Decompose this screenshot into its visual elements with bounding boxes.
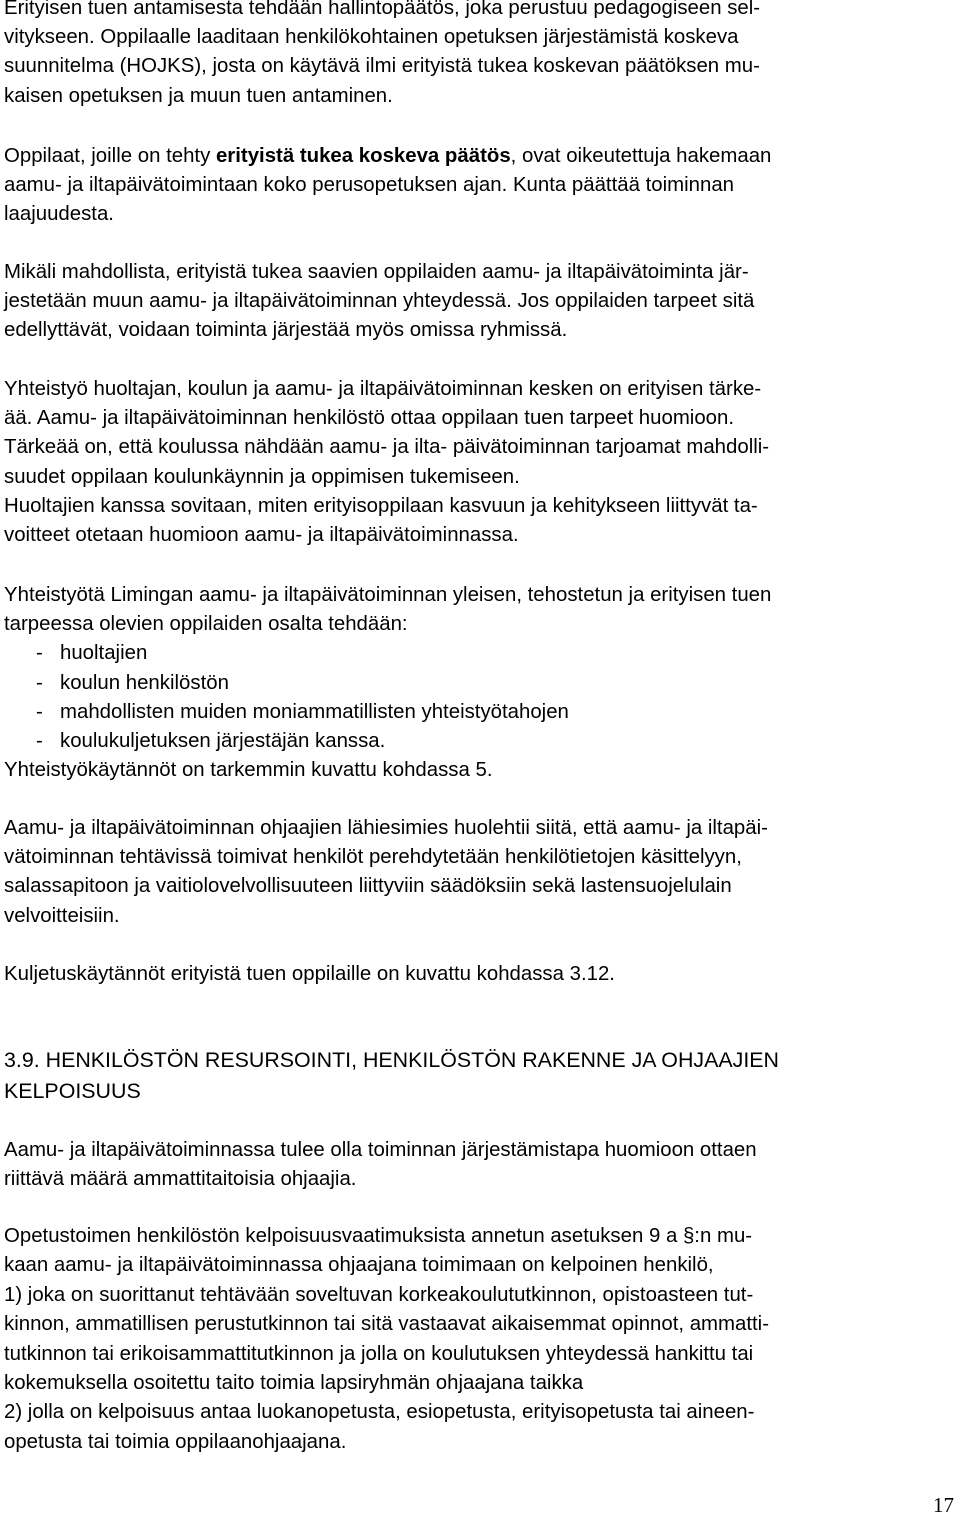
text-line: Mikäli mahdollista, erityistä tukea saavien oppilaiden aamu- ja iltapäivätoiminta jär- (4, 261, 749, 283)
text-line: vätoiminnan tehtävissä toimivat henkilöt perehdytetään henkilötietojen käsittelyyn, (4, 846, 742, 869)
paragraph-eligibility (4, 142, 954, 230)
text-line: Tärkeää on, että koulussa nähdään aamu- ja ilta- päivätoiminnan tarjoamat mahdolli- (4, 436, 770, 459)
paragraph-organisation (4, 258, 954, 346)
text-line: riittävä määrä ammattitaitoisia ohjaajia. (4, 1168, 357, 1191)
text-line: salassapitoon ja vaitiolovelvollisuuteen liittyviin säädöksiin sekä lastensuojelulain (4, 875, 732, 898)
list-item (4, 698, 954, 727)
paragraph-supervisor (4, 814, 954, 931)
paragraph-partners (4, 581, 954, 785)
list-item-text: koulukuljetuksen järjestäjän kanssa. (60, 729, 386, 752)
paragraph-qualifications (4, 1222, 954, 1457)
text-line: kokemuksella osoitettu taito toimia lapsiryhmän ohjaajana taikka (4, 1371, 584, 1394)
page-number: 17 (933, 1493, 954, 1517)
list-item-text: koulun henkilöstön (60, 671, 229, 694)
text-line: jestetään muun aamu- ja iltapäivätoiminnan yhteydessä. Jos oppilaiden tarpeet sitä (4, 290, 755, 313)
list-item (4, 727, 954, 756)
text-line: kaan aamu- ja iltapäivätoiminnassa ohjaajana toimimaan on kelpoinen henkilö, (4, 1254, 714, 1277)
text-run: Oppilaat, joille on tehty (4, 145, 216, 167)
bold-term: erityistä tukea koskeva päätös (215, 145, 511, 167)
list-dash: - (36, 700, 43, 723)
text-line: Kuljetuskäytännöt erityistä tuen oppilaille on kuvattu kohdassa 3.12. (4, 963, 615, 985)
text-line: voitteet otetaan huomioon aamu- ja iltapäivätoiminnassa. (4, 523, 519, 546)
text-line: ää. Aamu- ja iltapäivätoiminnan henkilöstö ottaa oppilaan tuen tarpeet huomioon. (4, 407, 735, 430)
text-line: laajuudesta. (4, 203, 114, 226)
text-line: velvoitteisiin. (4, 904, 120, 927)
paragraph-cooperation (4, 375, 954, 550)
paragraph-decision (4, 0, 954, 111)
text-line (4, 142, 954, 171)
text-line: opetusta tai toimia oppilaanohjaajana. (4, 1430, 347, 1453)
text-line: suudet oppilaan koulunkäynnin ja oppimisen tukemiseen. (4, 465, 520, 488)
text-run: , ovat oikeutettuja hakemaan (510, 145, 772, 167)
text-line: kinnon, ammatillisen perustutkinnon tai sitä vastaavat aikaisemmat opinnot, ammatti- (4, 1313, 770, 1336)
heading-line: 3.9. HENKILÖSTÖN RESURSOINTI, HENKILÖSTÖN RAKENNE JA OHJAAJIEN (4, 1048, 779, 1072)
text-line: suunnitelma (HOJKS), josta on käytävä ilmi erityistä tukea koskevan päätöksen mu- (4, 55, 760, 78)
heading-line: KELPOISUUS (4, 1079, 141, 1103)
text-line: 1) joka on suorittanut tehtävään soveltuvan korkeakoulututkinnon, opistoasteen tut- (4, 1283, 754, 1306)
text-line: aamu- ja iltapäivätoimintaan koko perusopetuksen ajan. Kunta päättää toiminnan (4, 174, 735, 197)
text-line: Yhteistyö huoltajan, koulun ja aamu- ja iltapäivätoiminnan kesken on erityisen tärke- (4, 378, 762, 400)
text-line: Yhteistyökäytännöt on tarkemmin kuvattu kohdassa 5. (4, 759, 493, 782)
list-dash: - (36, 642, 43, 665)
list-item (4, 669, 954, 698)
list-item-text: mahdollisten muiden moniammatillisten yhteistyötahojen (60, 700, 569, 723)
text-line: Aamu- ja iltapäivätoiminnassa tulee olla toiminnan järjestämistapa huomioon ottaen (4, 1139, 757, 1161)
paragraph-transport (4, 960, 954, 989)
list-dash: - (36, 729, 43, 752)
text-line: 2) jolla on kelpoisuus antaa luokanopetusta, esiopetusta, erityisopetusta tai aineen- (4, 1401, 755, 1424)
text-line: kaisen opetuksen ja muun tuen antaminen. (4, 84, 393, 107)
text-line: Erityisen tuen antamisesta tehdään hallintopäätös, joka perustuu pedagogiseen sel- (4, 0, 761, 19)
text-line: tarpeessa olevien oppilaiden osalta tehdään: (4, 613, 408, 636)
list-dash: - (36, 671, 43, 694)
text-line: edellyttävät, voidaan toiminta järjestää myös omissa ryhmissä. (4, 319, 568, 342)
text-line: Huoltajien kanssa sovitaan, miten erityisoppilaan kasvuun ja kehitykseen liittyvät ta- (4, 494, 758, 517)
text-line: vitykseen. Oppilaalle laaditaan henkilökohtainen opetuksen järjestämistä koskeva (4, 26, 739, 49)
text-line: Opetustoimen henkilöstön kelpoisuusvaatimuksista annetun asetuksen 9 a §:n mu- (4, 1225, 753, 1247)
list-item (4, 639, 954, 668)
section-heading (4, 1045, 954, 1107)
list-item-text: huoltajien (60, 642, 148, 665)
text-line: Yhteistyötä Limingan aamu- ja iltapäivätoiminnan yleisen, tehostetun ja erityisen tuen (4, 584, 772, 606)
paragraph-staffing (4, 1136, 954, 1194)
text-line: Aamu- ja iltapäivätoiminnan ohjaajien lähiesimies huolehtii siitä, että aamu- ja iltapäi- (4, 817, 768, 839)
text-line: tutkinnon tai erikoisammattitutkinnon ja jolla on koulutuksen yhteydessä hankittu tai (4, 1342, 754, 1365)
